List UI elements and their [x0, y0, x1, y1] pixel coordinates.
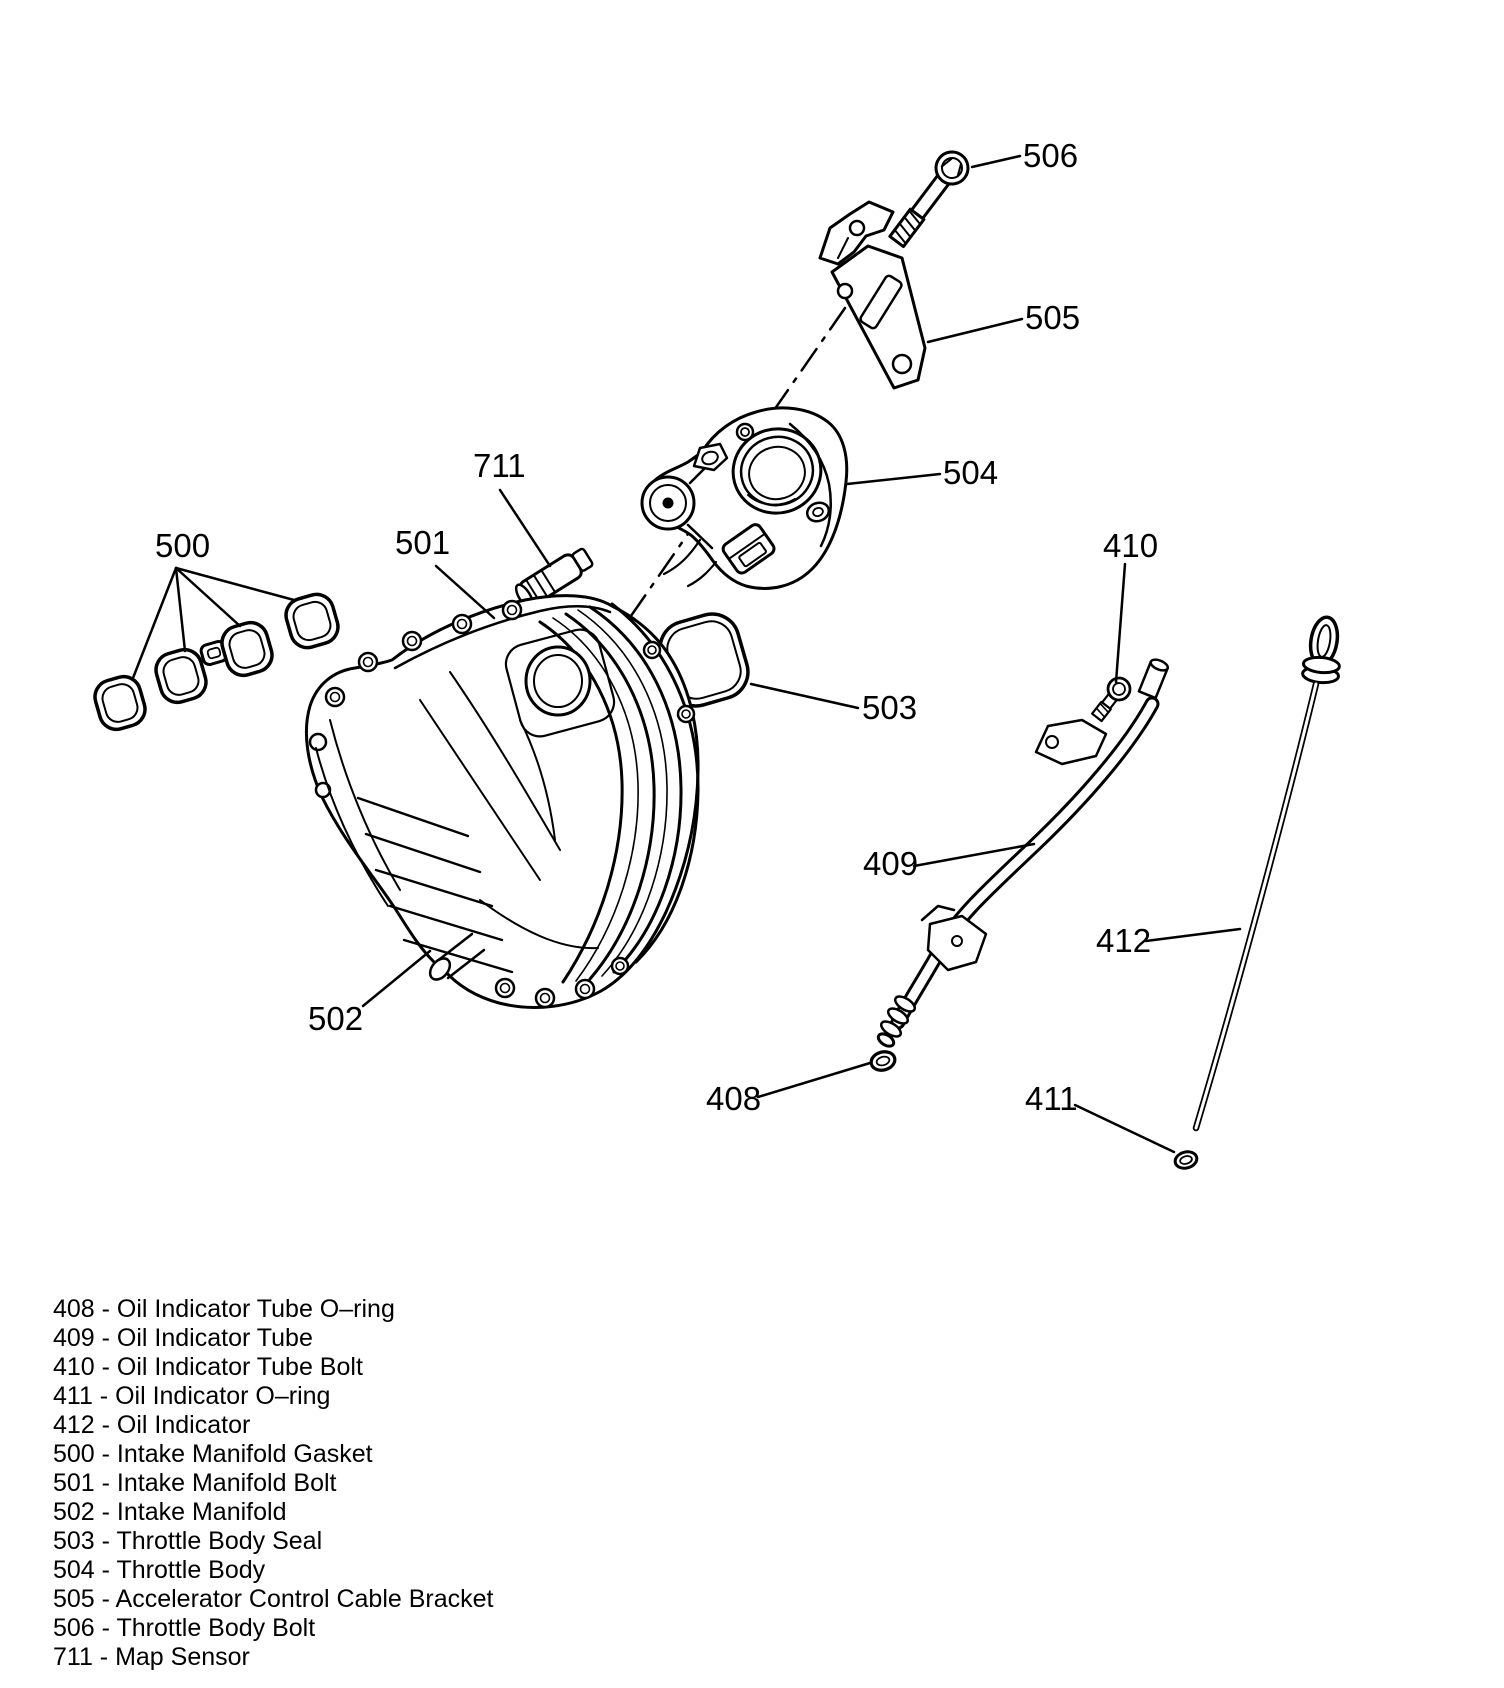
callout-label-500: 500 [155, 527, 211, 564]
throttle-body [642, 408, 847, 588]
legend-item-408: 408 - Oil Indicator Tube O–ring [53, 1295, 395, 1323]
callout-label-505: 505 [1025, 299, 1081, 336]
leader-503 [751, 684, 858, 708]
oil-indicator-dipstick [1196, 615, 1341, 1128]
oil-indicator-tube [876, 657, 1169, 1048]
callout-label-504: 504 [943, 454, 999, 491]
leader-408 [758, 1063, 870, 1097]
legend-item-411: 411 - Oil Indicator O–ring [53, 1382, 331, 1410]
leader-504 [847, 474, 940, 484]
legend-item-500: 500 - Intake Manifold Gasket [53, 1440, 373, 1468]
legend-item-503: 503 - Throttle Body Seal [53, 1527, 323, 1555]
legend-item-506: 506 - Throttle Body Bolt [53, 1614, 316, 1642]
throttle-body-bolt [884, 146, 975, 252]
legend [53, 1295, 494, 1672]
legend-item-711: 711 - Map Sensor [53, 1643, 250, 1671]
legend-item-504: 504 - Throttle Body [53, 1556, 266, 1584]
legend-item-505: 505 - Accelerator Control Cable Bracket [53, 1585, 494, 1613]
legend-item-410: 410 - Oil Indicator Tube Bolt [53, 1353, 363, 1381]
callout-label-408: 408 [706, 1080, 762, 1117]
leader-412 [1146, 929, 1240, 941]
leader-501 [436, 566, 494, 618]
leader-506 [972, 156, 1020, 167]
leader-500-b [176, 568, 185, 651]
callout-label-711: 711 [473, 447, 526, 484]
intake-manifold-gaskets [91, 590, 342, 733]
leader-410 [1116, 564, 1125, 682]
callout-label-410: 410 [1103, 527, 1159, 564]
legend-item-409: 409 - Oil Indicator Tube [53, 1324, 313, 1352]
callout-label-506: 506 [1023, 137, 1079, 174]
leader-505 [928, 319, 1022, 342]
callout-label-501: 501 [395, 524, 451, 561]
legend-item-502: 502 - Intake Manifold [53, 1498, 287, 1526]
callout-label-412: 412 [1096, 922, 1152, 959]
callout-label-502: 502 [308, 1000, 364, 1037]
leader-411 [1075, 1105, 1174, 1152]
legend-item-501: 501 - Intake Manifold Bolt [53, 1469, 337, 1497]
leader-711 [500, 490, 550, 566]
leader-502 [363, 951, 430, 1006]
callout-label-411: 411 [1025, 1080, 1078, 1117]
oil-indicator-tube-oring [869, 1049, 897, 1073]
intake-manifold [306, 596, 698, 1008]
callout-label-503: 503 [862, 689, 918, 726]
oil-indicator-tube-bolt [1088, 674, 1134, 725]
legend-item-412: 412 - Oil Indicator [53, 1411, 251, 1439]
oil-indicator-oring [1173, 1149, 1198, 1170]
callout-label-409: 409 [863, 845, 919, 882]
